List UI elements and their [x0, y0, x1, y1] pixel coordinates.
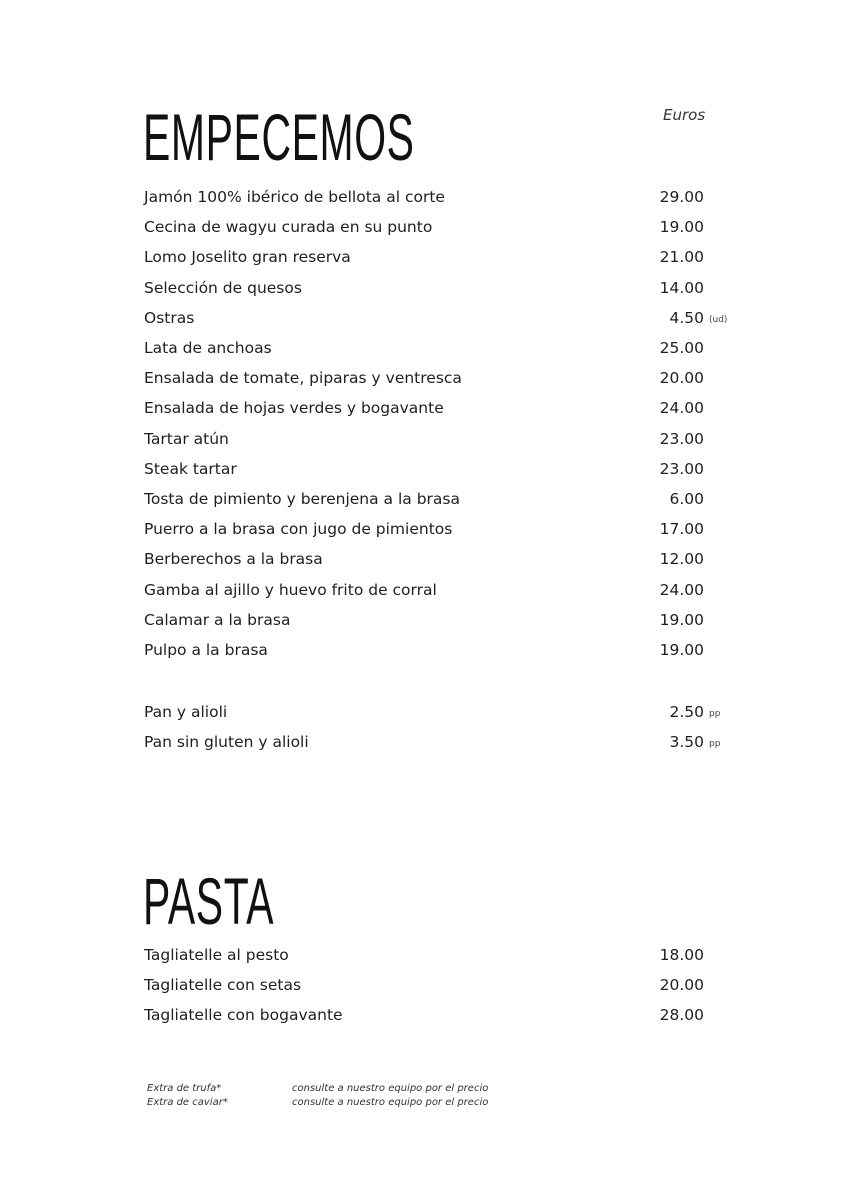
menu-item-price: 28.00 — [659, 1006, 704, 1025]
menu-item-row — [0, 520, 848, 550]
menu-item-name: Pan y alioli — [144, 703, 228, 721]
menu-item-name: Tagliatelle con setas — [144, 976, 302, 995]
menu-item-row — [0, 279, 848, 309]
menu-item-price: 19.00 — [659, 610, 704, 629]
menu-item-unit: pp — [709, 709, 721, 719]
menu-item-row — [0, 218, 848, 248]
menu-item-row — [0, 703, 848, 733]
section-title-pasta: PASTA — [143, 864, 275, 938]
menu-item-name: Ensalada de tomate, piparas y ventresca — [144, 369, 462, 388]
extra-name: Extra de caviar* — [147, 1097, 228, 1108]
menu-item-row — [0, 369, 848, 399]
menu-item-price: 24.00 — [659, 580, 704, 599]
extra-note: consulte a nuestro equipo por el precio — [292, 1083, 489, 1094]
menu-item-name: Tosta de pimiento y berenjena a la brasa — [144, 490, 460, 508]
menu-item-row — [0, 1006, 848, 1036]
extra-name: Extra de trufa* — [147, 1083, 222, 1094]
menu-item-row — [0, 339, 848, 369]
section-title-empecemos: EMPECEMOS — [143, 100, 415, 174]
menu-item-name: Berberechos a la brasa — [144, 550, 323, 569]
menu-item-price: 21.00 — [659, 248, 704, 267]
extra-row — [147, 1083, 647, 1097]
menu-item-name: Tagliatelle con bogavante — [144, 1006, 343, 1025]
menu-item-price: 17.00 — [659, 520, 704, 539]
menu-item-name: Pulpo a la brasa — [144, 641, 268, 659]
menu-item-price: 29.00 — [659, 188, 704, 206]
menu-item-price: 23.00 — [659, 429, 704, 448]
menu-item-price: 19.00 — [659, 218, 704, 237]
menu-item-price: 24.00 — [659, 399, 704, 418]
menu-item-name: Calamar a la brasa — [144, 610, 291, 629]
menu-item-name: Ensalada de hojas verdes y bogavante — [144, 399, 444, 418]
menu-item-row — [0, 946, 848, 976]
menu-item-row — [0, 248, 848, 278]
menu-item-name: Lomo Joselito gran reserva — [144, 248, 351, 267]
extras-notes — [147, 1083, 647, 1111]
menu-item-row — [0, 611, 848, 641]
menu-item-price: 2.50 — [669, 703, 704, 721]
menu-item-name: Cecina de wagyu curada en su punto — [144, 218, 433, 237]
menu-item-row — [0, 581, 848, 611]
menu-item-row — [0, 641, 848, 671]
menu-item-name: Jamón 100% ibérico de bellota al corte — [144, 188, 445, 206]
menu-item-name: Gamba al ajillo y huevo frito de corral — [144, 580, 437, 599]
menu-item-price: 20.00 — [659, 976, 704, 995]
menu-item-row — [0, 460, 848, 490]
extra-note: consulte a nuestro equipo por el precio — [292, 1097, 489, 1108]
menu-item-price: 6.00 — [669, 490, 704, 508]
menu-item-name: Lata de anchoas — [144, 339, 272, 357]
menu-item-name: Tagliatelle al pesto — [144, 946, 289, 964]
menu-item-row — [0, 733, 848, 763]
menu-item-price: 3.50 — [669, 733, 704, 752]
menu-item-price: 12.00 — [659, 550, 704, 569]
menu-item-row — [0, 430, 848, 460]
menu-item-name: Ostras — [144, 308, 195, 327]
menu-item-price: 19.00 — [659, 641, 704, 659]
menu-item-price: 18.00 — [659, 946, 704, 964]
menu-item-name: Pan sin gluten y alioli — [144, 733, 309, 752]
menu-item-name: Puerro a la brasa con jugo de pimientos — [144, 520, 453, 539]
currency-label: Euros — [663, 106, 706, 124]
menu-item-row — [0, 399, 848, 429]
menu-item-price: 14.00 — [659, 278, 704, 297]
menu-item-price: 20.00 — [659, 369, 704, 388]
menu-item-name: Tartar atún — [144, 429, 229, 448]
menu-item-unit: pp — [709, 739, 721, 750]
menu-item-unit: (ud) — [709, 314, 728, 325]
menu-item-row — [0, 188, 848, 218]
menu-item-row — [0, 490, 848, 520]
menu-item-price: 25.00 — [659, 339, 704, 357]
menu-item-name: Selección de quesos — [144, 278, 302, 297]
menu-item-row — [0, 550, 848, 580]
menu-item-row — [0, 976, 848, 1006]
extra-row — [147, 1097, 647, 1111]
menu-item-price: 23.00 — [659, 459, 704, 478]
menu-item-name: Steak tartar — [144, 459, 237, 478]
menu-item-price: 4.50 — [669, 308, 704, 327]
menu-item-row — [0, 309, 848, 339]
